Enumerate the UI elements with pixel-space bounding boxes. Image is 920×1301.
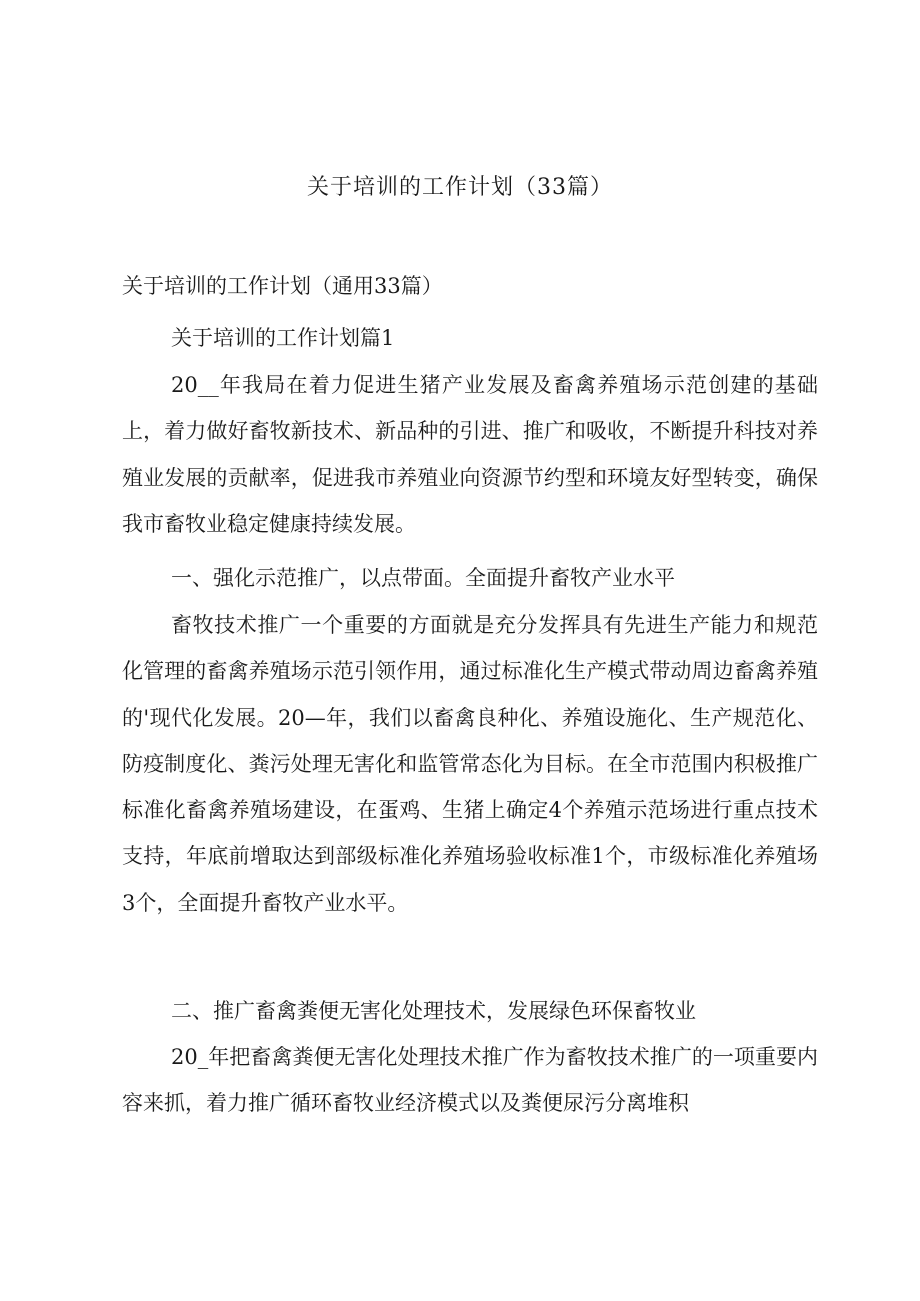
heading-two: 二、推广畜禽粪便无害化处理技术，发展绿色环保畜牧业 [171, 999, 696, 1023]
paragraph-intro: 20__年我局在着力促进生猪产业发展及畜禽养殖场示范创建的基础上，着力做好畜牧新技术、新品种的引进、推广和吸收，不断提升科技对养殖业发展的贡献率，促进我市养殖业向资源节约型和环境友好型转变，确保我市畜牧业稳定健康持续发展。 [122, 373, 818, 536]
document-subtitle: 关于培训的工作计划（通用33篇） [122, 274, 443, 298]
heading-one: 一、强化示范推广，以点带面。全面提升畜牧产业水平 [171, 566, 675, 590]
section-title: 关于培训的工作计划篇1 [171, 326, 395, 350]
paragraph-manure-treatment: 20_年把畜禽粪便无害化处理技术推广作为畜牧技术推广的一项重要内容来抓，着力推广循环畜牧业经济模式以及粪便尿污分离堆积 [122, 1045, 818, 1116]
document-title: 关于培训的工作计划（33篇） [307, 175, 613, 200]
paragraph-demonstration: 畜牧技术推广一个重要的方面就是充分发挥具有先进生产能力和规范化管理的畜禽养殖场示范引领作用，通过标准化生产模式带动周边畜禽养殖的'现代化发展。20—年，我们以畜禽良种化、养殖设施化、生产规范化、防疫制度化、粪污处理无害化和监管常态化为目标。在全市范围内积极推广标准化畜禽养殖场建设，在蛋鸡、生猪上确定4个养殖示范场进行重点技术支持，年底前增取达到部级标准化养殖场验收标准1个，市级标准化养殖场3个，全面提升畜牧产业水平。 [122, 613, 818, 915]
